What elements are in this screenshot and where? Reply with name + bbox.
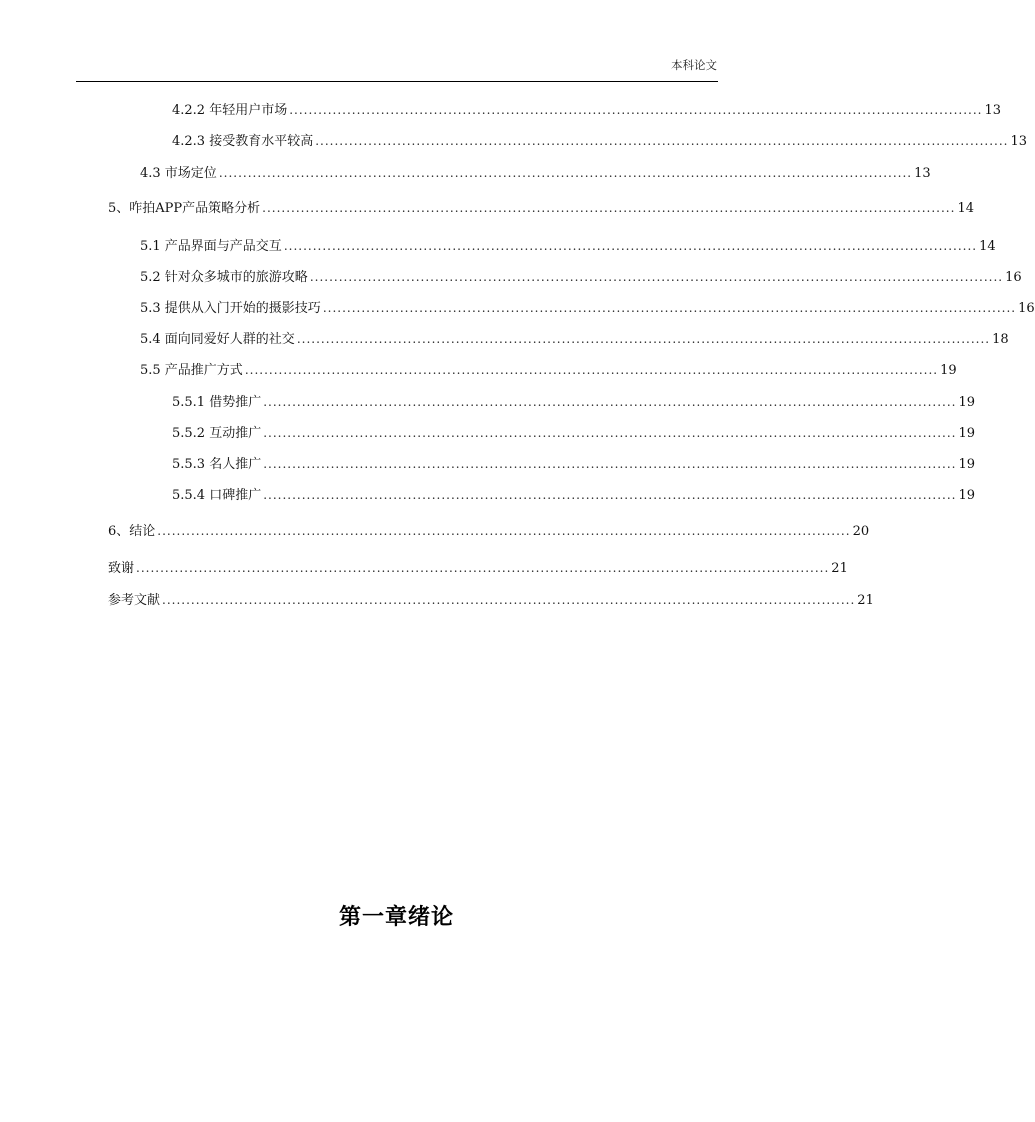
toc-entry-title: 5、咋拍APP产品策略分析: [108, 201, 261, 216]
toc-dot-leader: ................................................................................................................................................: [262, 201, 956, 215]
toc-entry-title: 5.3 提供从入门开始的摄影技巧: [140, 301, 321, 316]
toc-entry-5-5[interactable]: [140, 360, 957, 380]
toc-entry-5-1[interactable]: [140, 236, 996, 256]
toc-entry-4-2-3[interactable]: [172, 131, 1028, 151]
toc-entry-title: 致谢: [108, 561, 135, 576]
toc-entry-5-5-1[interactable]: [172, 392, 976, 412]
toc-dot-leader: ................................................................................................................................................: [244, 363, 939, 377]
toc-entry-5-5-4[interactable]: [172, 485, 976, 505]
toc-entry-4-2-2[interactable]: [172, 100, 1002, 120]
running-header-label: 本科论文: [671, 58, 717, 72]
toc-entry-5-4[interactable]: [140, 329, 1009, 349]
toc-dot-leader: ................................................................................................................................................: [309, 270, 1004, 284]
toc-dot-leader: ................................................................................................................................................: [218, 166, 913, 180]
toc-entry-page: 19: [958, 488, 976, 503]
toc-entry-title: 4.2.3 接受教育水平较高: [172, 134, 314, 149]
toc-dot-leader: ................................................................................................................................................: [283, 239, 978, 253]
toc-entry-page: 19: [958, 395, 976, 410]
toc-dot-leader: ................................................................................................................................................: [157, 524, 851, 538]
header-divider: [76, 81, 718, 82]
toc-entry-title: 4.3 市场定位: [140, 166, 217, 181]
toc-entry-title: 4.2.2 年轻用户市场: [172, 103, 288, 118]
toc-dot-leader: ................................................................................................................................................: [322, 301, 1017, 315]
toc-entry-title: 5.2 针对众多城市的旅游攻略: [140, 270, 308, 285]
toc-entry-page: 19: [958, 457, 976, 472]
toc-dot-leader: ................................................................................................................................................: [289, 103, 983, 117]
toc-entry-page: 14: [957, 201, 974, 216]
toc-dot-leader: ................................................................................................................................................: [136, 561, 830, 575]
toc-dot-leader: ................................................................................................................................................: [263, 395, 957, 409]
toc-entry-page: 16: [1018, 301, 1035, 316]
toc-entry-title: 5.5.1 借势推广: [172, 395, 262, 410]
toc-entry-title: 5.5.2 互动推广: [172, 426, 262, 441]
toc-entry-page: 16: [1005, 270, 1022, 285]
toc-entry-title: 5.5 产品推广方式: [140, 363, 243, 378]
toc-dot-leader: ................................................................................................................................................: [296, 332, 991, 346]
toc-dot-leader: ................................................................................................................................................: [263, 426, 957, 440]
toc-entry-5-2[interactable]: [140, 267, 1022, 287]
toc-entry-page: 19: [940, 363, 957, 378]
chapter-heading: 第一章绪论: [338, 905, 454, 930]
toc-entry-page: 13: [984, 103, 1002, 118]
toc-dot-leader: ................................................................................................................................................: [315, 134, 1009, 148]
toc-dot-leader: ................................................................................................................................................: [162, 593, 856, 607]
toc-entry-page: 20: [852, 524, 870, 539]
toc-entry-page: 21: [857, 593, 874, 608]
toc-entry-page: 13: [1010, 134, 1028, 149]
toc-entry-title: 6、结论: [108, 524, 156, 539]
toc-entry-acknowledgements[interactable]: [108, 558, 848, 578]
toc-entry-page: 19: [958, 426, 976, 441]
toc-entry-title: 5.1 产品界面与产品交互: [140, 239, 282, 254]
toc-entry-title: 参考文献: [108, 593, 161, 608]
toc-entry-title: 5.5.4 口碑推广: [172, 488, 262, 503]
toc-dot-leader: ................................................................................................................................................: [263, 488, 957, 502]
toc-entry-page: 14: [979, 239, 996, 254]
toc-entry-page: 21: [831, 561, 848, 576]
toc-entry-page: 13: [914, 166, 931, 181]
toc-entry-6[interactable]: [108, 521, 870, 541]
toc-entry-page: 18: [992, 332, 1009, 347]
toc-entry-title: 5.4 面向同爱好人群的社交: [140, 332, 295, 347]
toc-entry-references[interactable]: [108, 590, 874, 610]
toc-entry-5[interactable]: [108, 198, 974, 218]
toc-entry-4-3[interactable]: [140, 163, 931, 183]
toc-entry-title: 5.5.3 名人推广: [172, 457, 262, 472]
toc-entry-5-3[interactable]: [140, 298, 1035, 318]
toc-dot-leader: ................................................................................................................................................: [263, 457, 957, 471]
toc-entry-5-5-2[interactable]: [172, 423, 976, 443]
toc-entry-5-5-3[interactable]: [172, 454, 976, 474]
